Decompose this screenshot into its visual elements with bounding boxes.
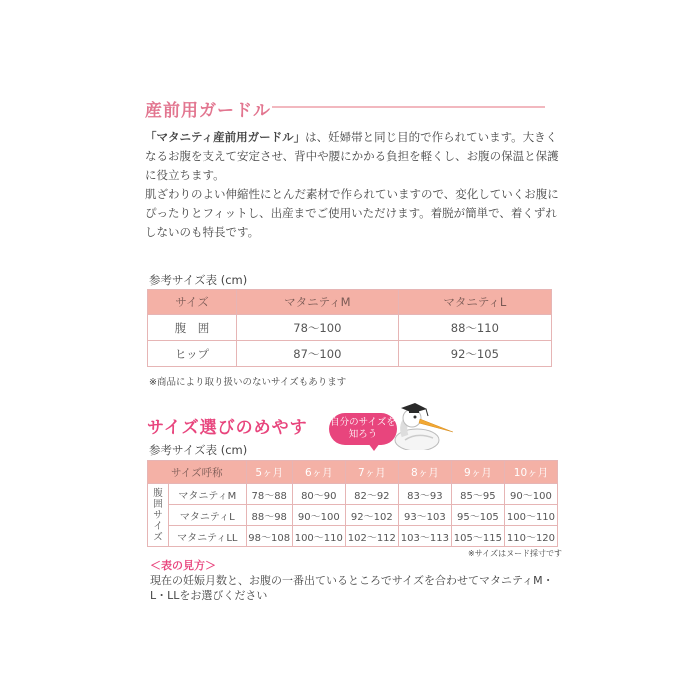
table-row xyxy=(148,315,552,341)
table-cell: 82～92 xyxy=(345,484,398,505)
vertical-label-waist-size xyxy=(148,484,169,547)
table-cell: 100～110 xyxy=(504,505,557,526)
row-label-waist: 腹 囲 xyxy=(148,315,237,341)
size-guide-table xyxy=(147,460,558,547)
table-cell: 110～120 xyxy=(504,526,557,547)
header-month-6: 6ヶ月 xyxy=(292,461,345,484)
header-month-9: 9ヶ月 xyxy=(451,461,504,484)
section-title-maternity-girdle: 産前用ガードル xyxy=(145,101,271,121)
how-to-read-title: ＜表の見方＞ xyxy=(150,559,216,572)
header-month-10: 10ヶ月 xyxy=(504,461,557,484)
table-row xyxy=(148,526,558,547)
table-row xyxy=(148,505,558,526)
title-divider xyxy=(272,106,545,108)
row-label: マタニティM xyxy=(169,484,247,505)
table-cell: 105～115 xyxy=(451,526,504,547)
product-name: 「マタニティ産前用ガードル」 xyxy=(145,130,306,144)
row-label-hip: ヒップ xyxy=(148,341,237,367)
table-cell: 90～100 xyxy=(292,505,345,526)
size-table-caption: 参考サイズ表 (cm) xyxy=(149,273,248,287)
description-text xyxy=(145,128,565,242)
reference-size-table xyxy=(147,289,552,367)
header-month-8: 8ヶ月 xyxy=(398,461,451,484)
description-paragraph-1 xyxy=(145,128,565,185)
stork-mascot-icon xyxy=(375,400,465,450)
availability-note: ※商品により取り扱いのないサイズもあります xyxy=(149,377,347,388)
table-cell: 102～112 xyxy=(345,526,398,547)
speech-bubble-line-1: 自分のサイズを xyxy=(330,417,396,428)
size-guide-table-caption: 参考サイズ表 (cm) xyxy=(149,443,248,457)
header-month-5: 5ヶ月 xyxy=(246,461,292,484)
table-cell: 88～98 xyxy=(246,505,292,526)
how-to-read-text: 現在の妊娠月数と、お腹の一番出ているところでサイズを合わせてマタニティM・L・LLをお選びください xyxy=(150,574,554,602)
row-label: マタニティL xyxy=(169,505,247,526)
table-header-row xyxy=(148,290,552,315)
table-cell: 92～102 xyxy=(345,505,398,526)
table-header-row xyxy=(148,461,558,484)
table-cell: 85～95 xyxy=(451,484,504,505)
table-cell: 92～105 xyxy=(398,341,551,367)
table-cell: 88～110 xyxy=(398,315,551,341)
header-size: サイズ xyxy=(148,290,237,315)
table-cell: 100～110 xyxy=(292,526,345,547)
table-cell: 80～90 xyxy=(292,484,345,505)
header-size-name: サイズ呼称 xyxy=(148,461,247,484)
table-row xyxy=(148,484,558,505)
description-paragraph-2: 肌ざわりのよい伸縮性にとんだ素材で作られていますので、変化していくお腹にぴったりとフィットし、出産までご使用いただけます。着脱が簡単で、着くずれしないのも特長です。 xyxy=(145,187,559,239)
table-cell: 103～113 xyxy=(398,526,451,547)
section-title-size-guide: サイズ選びのめやす xyxy=(147,418,308,438)
table-cell: 98～108 xyxy=(246,526,292,547)
header-maternity-l: マタニティL xyxy=(398,290,551,315)
table-cell: 87～100 xyxy=(237,341,399,367)
table-cell: 93～103 xyxy=(398,505,451,526)
table-cell: 95～105 xyxy=(451,505,504,526)
header-month-7: 7ヶ月 xyxy=(345,461,398,484)
description-paragraph-1-text: は、妊婦帯と同じ目的で作られています。大きくなるお腹を支えて安定させ、背中や腰にかかる負担を軽くし、お腹の保温と保護に役立ちます。 xyxy=(145,130,559,182)
table-cell: 78～88 xyxy=(246,484,292,505)
table-cell: 83～93 xyxy=(398,484,451,505)
row-label: マタニティLL xyxy=(169,526,247,547)
speech-bubble-line-2: 知ろう xyxy=(348,429,378,440)
table-cell: 78～100 xyxy=(237,315,399,341)
nude-measurement-note: ※サイズはヌード採寸です xyxy=(468,549,563,558)
header-maternity-m: マタニティM xyxy=(237,290,399,315)
table-row xyxy=(148,341,552,367)
vertical-label-text: 腹 囲 サ イ ズ xyxy=(153,487,163,543)
table-cell: 90～100 xyxy=(504,484,557,505)
